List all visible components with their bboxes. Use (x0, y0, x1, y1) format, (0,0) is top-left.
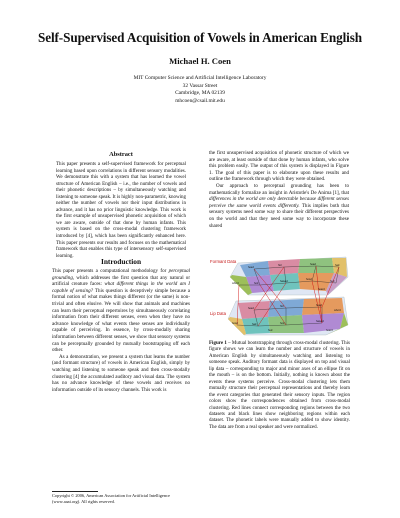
affiliation (0, 75, 400, 105)
vowel-label: had (335, 264, 340, 267)
author-name: Michael H. Coen (169, 56, 231, 66)
figure-caption-text: – Mutual bootstrapping through cross-modal clustering. This figure shows we can learn the number and structure of vowels in American English by simultaneously watching and listening to someone speak. Auditory formant data is displayed on top and visual lip data – corresponding to major and minor axes of an ellipse fit on the mouth – is on the bottom. Initially, nothing is known about the events these systems perceive. Cross-modal clustering lets them mutually structure their perceptual representations and thereby learn the event categories that generated their sensory inputs. The region colors show the correspondences obtained from cross-modal clustering. Red lines connect corresponding regions between the two datasets and black lines show neighboring regions within each dataset. The phonetic labels were manually added to show identity. The data are from a real speaker and were normalized. (209, 341, 350, 430)
body-text: Our approach to perceptual grounding has been to mathematically formalize an insight in Aristotle's De Anima [1], that (209, 182, 349, 196)
copyright-line: Copyright © 2006, American Association for Artificial Intelligence (52, 493, 170, 498)
right-column-body (209, 150, 349, 229)
lip-region (302, 298, 344, 315)
vowel-label: heard (318, 288, 325, 291)
vowel-label: hawed (316, 320, 324, 323)
vowel-label: hood (232, 322, 238, 325)
figure-1-image (208, 255, 350, 337)
vowel-label: heed (248, 307, 254, 310)
footnote-rule (52, 491, 98, 492)
body-emphasis: differences in the world are only detectable because different senses perceive the same world events differently. (209, 196, 349, 209)
intro-emphasis: what different things in the world am I capable of sensing? (52, 281, 190, 294)
vowel-label: hod (280, 322, 285, 325)
formant-plot (230, 257, 348, 295)
vowel-label: hud (330, 280, 335, 283)
formant-region (298, 258, 334, 273)
vowel-label: head (310, 263, 316, 266)
introduction-heading: Introduction (100, 257, 142, 266)
body-text: This implies both that sensory systems need some way to share their different perspectives on the world and that they need some way to incorporate these shared (209, 202, 349, 229)
vowel-label: head (316, 304, 322, 307)
intro-paragraph: As a demonstration, we present a system that learns the number (and formant structure) of vowels in American English, simply by watching and listening to someone speak and then cross-modally clustering [4] the accumulated auditory and visual data. The system has no advance knowledge of these vowels and receives no information outside of its sensory channels. This work is (52, 353, 190, 393)
intro-text: , which addresses the first question that any natural or artificial creature faces: (52, 274, 190, 288)
affiliation-line: 32 Vassar Street (182, 82, 218, 89)
vowel-label: hid (278, 264, 282, 267)
vowel-label: hud (268, 329, 273, 332)
copyright-line: (www.aaai.org). All rights reserved. (52, 498, 115, 504)
vowel-label: hood (306, 278, 312, 281)
body-paragraph (209, 183, 349, 229)
vowel-label: hawed (280, 280, 288, 283)
vowel-label: who'd (232, 282, 239, 285)
intro-emphasis: perceptual grounding (52, 268, 190, 281)
copyright-notice (52, 493, 190, 505)
author-email: mhcoen@csail.mit.edu (175, 97, 225, 104)
body-paragraph: the first unsupervised acquisition of phonetic structure of which we are aware, at least outside of that done by human infants, who solve this problem easily. The output of this system is displayed in Figure 1. The goal of this paper is to elaborate upon these results and outline the framework through which they were obtained. (209, 150, 349, 183)
affiliation-line: Cambridge, MA 02139 (175, 90, 225, 97)
affiliation-line: MIT Computer Science and Artificial Intelligence Laboratory (133, 75, 267, 81)
lip-data-label: Lip Data (210, 311, 227, 316)
intro-text: This paper presents a computational methodology for (52, 268, 169, 274)
abstract-heading: Abstract (109, 151, 133, 158)
vowel-label: who'd (334, 309, 341, 312)
formant-data-label: Formant Data (210, 259, 237, 264)
vowel-label: hod (254, 282, 259, 285)
introduction-body (52, 268, 190, 393)
abstract-text: This paper presents a self-supervised framework for perceptual learning based upon correlations in different sensory modalities. We demonstrate this with a system that has learned the vowel structure of American English – i.e., the number of vowels and their phonetic descriptions – by simultaneously watching and listening to someone speak. It is highly non-parametric, knowing neither the number of vowels nor their input distributions in advance, and it has no prior linguistic knowledge. This work is the first example of unsupervised phonetic acquisition of which we are aware, outside of that done by human infants. This system is based on the cross-modal clustering framework introduced by [4], which has been significantly enhanced here. This paper presents our results and focuses on the mathematical framework that enables this type of intersensory self-supervised learning. (56, 162, 186, 259)
figure-caption-label: Figure 1 (209, 341, 227, 346)
vowel-label: heard (326, 329, 333, 332)
intro-text: This question is deceptively simple because a formal notion of what makes things different (or the same) is non-trivial and often elusive. We will show that animals and machines can learn their perceptual repertoires by simultaneously correlating information from their different senses, even when they have no advance knowledge of what events these senses are individually capable of perceiving. In essence, by cross-modally sharing information between different senses, we show that sensory systems can be perceptually grounded by mutually bootstrapping off each other. (52, 287, 190, 354)
intro-paragraph (52, 268, 190, 354)
figure-1-caption (209, 341, 350, 431)
vowel-label: heed (248, 266, 254, 269)
vowel-label: hid (280, 305, 284, 308)
paper-title: Self-Supervised Acquisition of Vowels in American English (37, 30, 363, 45)
vowel-label: had (252, 323, 257, 326)
